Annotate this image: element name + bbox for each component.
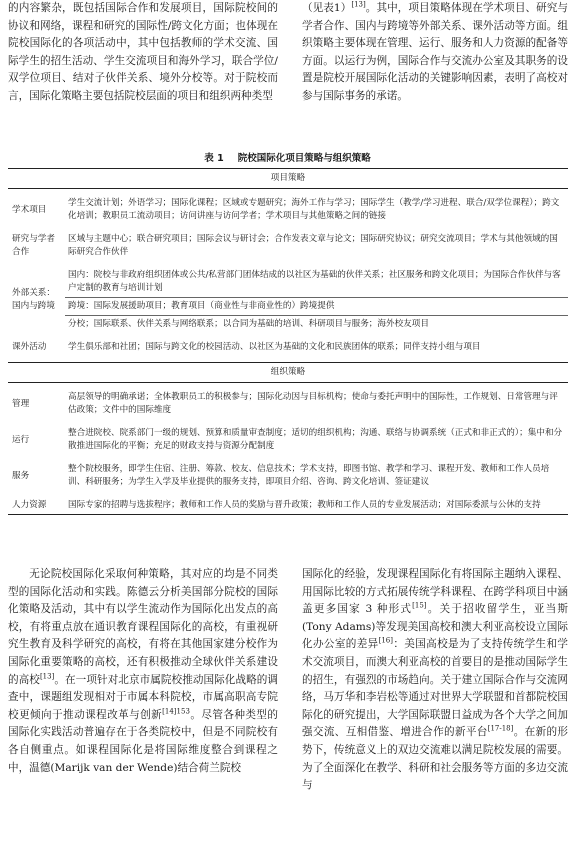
row-label: 运行 <box>12 434 30 445</box>
citation: [17-18] <box>487 724 514 733</box>
text-run: 。尽管各种类型的国际化实践活动普遍存在于各类院校中，但是不同院校有各自侧重点。如课程国际化是将国际维度整合到课程之中，温德(Marijk van der Wende)结合荷兰院校 <box>8 708 279 774</box>
citation: [16] <box>378 636 393 645</box>
table-row <box>8 267 568 298</box>
table-row <box>8 461 568 491</box>
table-row <box>8 497 568 515</box>
row-content: 跨境：国际发展援助项目；教育项目（商业性与非商业性的）跨境提供 <box>65 298 568 316</box>
table-row <box>8 195 568 225</box>
row-content: 整合进院校、院系部门一级的规划、预算和质量审查制度；适切的组织机构；沟通、联络与协调系统（正式和非正式的）；集中和分散推进国际化的平衡；充足的财政支持与资源分配制度 <box>68 428 563 451</box>
row-content: 学生交流计划；外语学习；国际化课程；区域或专题研究；海外工作与学习；国际学生（教学/学习进程、联合/双学位课程）；跨文化培训；教职员工流动项目；访问讲座与访问学者；学术项目与其他策略之间的链接 <box>68 198 560 221</box>
row-label: 服务 <box>12 470 30 481</box>
table-number: 表 1 <box>204 153 224 164</box>
top-right-column <box>302 0 568 106</box>
citation: [13] <box>351 0 366 9</box>
table-row <box>8 389 568 419</box>
table-row <box>8 298 568 316</box>
text-run: 国际化的经验，发现课程国际化有将国际主题纳入课程、用国际比较的方式拓展传统学科课程、在跨学科项目中涵盖更多国家 3 种形式 <box>302 568 568 616</box>
section-header-project: 项目策略 <box>8 169 568 189</box>
strategy-table <box>8 168 568 515</box>
text-run: 。在新的形势下，传统意义上的双边交流难以满足院校发展的需要。为了全面深化在教学、科研和社会服务等方面的多边交流与 <box>302 726 568 792</box>
bottom-left-column <box>8 566 278 777</box>
paragraph: 的内容繁杂，既包括国际合作和发展项目，国际院校间的协议和网络，课程和研究的国际性/跨文化方面；也体现在院校国际化的各项活动中，其中包括教师的学术交流、国际学生的招生活动、学生交流项目和海外学习，联合学位/双学位项目、结对子伙伴关系、境外分校等。对于院校而言，国际化策略主要包括院校层面的项目和组织两种类型 <box>8 2 278 102</box>
table-row <box>8 231 568 261</box>
citation: [13] <box>39 672 55 681</box>
row-label: 外部关系：国内与跨境 <box>12 288 55 311</box>
row-content: 分校；国际联系、伙伴关系与网络联系；以合同为基础的培训、科研项目与服务；海外校友项目 <box>65 316 568 334</box>
paragraph <box>302 566 568 795</box>
row-content: 高层领导的明确承诺；全体教职员工的积极参与；国际化动因与目标机构；使命与委托声明中的国际性，工作规划、日常管理与评估政策；文件中的国际维度 <box>68 392 558 415</box>
row-label: 学术项目 <box>12 204 47 215</box>
table-row <box>8 339 568 356</box>
text-run: 。在一项针对北京市属院校推动国际化战略的调查中，课题组发现相对于市属本科院校，市属高职高专院校更倾向于推动课程改革与创新 <box>8 673 278 721</box>
text-run: 。关于招收留学生，亚当斯(Tony Adams)等发现美国高校和澳大利亚高校设立国际化办公室的差异 <box>302 603 568 651</box>
row-label: 研究与学者合作 <box>12 234 55 257</box>
citation: [15] <box>412 601 427 610</box>
row-content: 整个院校服务，即学生住宿、注册、筹款、校友、信息技术；学术支持，即图书馆、教学和学习、课程开发、教师和工作人员培训、科研服务；为学生入学及毕业提供的服务支持，即项目介绍、咨询、跨文化培训、签证建议 <box>68 464 550 487</box>
table-caption <box>0 150 575 164</box>
section-header-organization: 组织策略 <box>8 363 568 383</box>
row-content: 国内：院校与非政府组织团体或公共/私营部门团体结成的以社区为基础的伙伴关系；社区服务和跨文化项目；为国际合作伙伴与客户定制的教育与培训计划 <box>68 270 561 293</box>
row-label: 管理 <box>12 398 30 409</box>
top-left-column <box>8 0 278 106</box>
row-label: 课外活动 <box>12 342 47 352</box>
citation: [14]153 <box>162 707 190 716</box>
text-run: 无论院校国际化采取何种策略，其对应的均是不同类型的国际化活动和实践。陈德云分析美国部分院校的国际化策略及活动，其中有以学生流动作为国际化出发点的高校，有将重点放在通识教育课程国际化的高校，有重视研究生教育及科学研究的高校，有将在其他国家建分校作为国际化重要策略的高校，还有积极推动全球伙伴关系建设的高校 <box>8 568 278 686</box>
table-title: 院校国际化项目策略与组织策略 <box>237 153 371 164</box>
table-row <box>8 425 568 455</box>
paragraph <box>302 0 568 106</box>
text-run: ：美国高校是为了支持传统学生和学术交流项目，而澳大利亚高校的首要目的是推动国际学生的招生，有强烈的市场趋向。关于建立国际合作与交流网络，马万华和李岩松等通过对世界大学联盟和首都院校国际化的研究提出，大学国际联盟日益成为各个大学之间加强交流、互相借鉴、增进合作的新平台 <box>302 638 569 739</box>
row-content: 学生俱乐部和社团；国际与跨文化的校园活动、以社区为基础的文化和民族团体的联系；同伴支持小组与项目 <box>68 342 481 352</box>
text-run: （见表1） <box>302 2 352 14</box>
bottom-right-column <box>302 566 568 795</box>
paragraph <box>8 566 278 777</box>
row-content: 国际专家的招聘与选拔程序；教师和工作人员的奖励与晋升政策；教师和工作人员的专业发展活动；对国际委派与公休的支持 <box>65 497 568 515</box>
text-run: 。其中，项目策略体现在学术项目、研究与学者合作、国内与跨境等外部关系、课外活动等方面。组织策略主要体现在管理、运行、服务和人力资源的配备等方面。以运行为例，国际合作与交流办公室及其职务的设置是院校开展国际化活动的关键影响因素，表明了高校对参与国际事务的承诺。 <box>302 2 568 102</box>
row-label: 人力资源 <box>8 497 65 515</box>
row-content: 区域与主题中心；联合研究项目；国际会议与研讨会；合作发表文章与论文；国际研究协议；研究交流项目；学术与其他领域的国际研究合作伙伴 <box>68 234 558 257</box>
table-row <box>8 316 568 334</box>
